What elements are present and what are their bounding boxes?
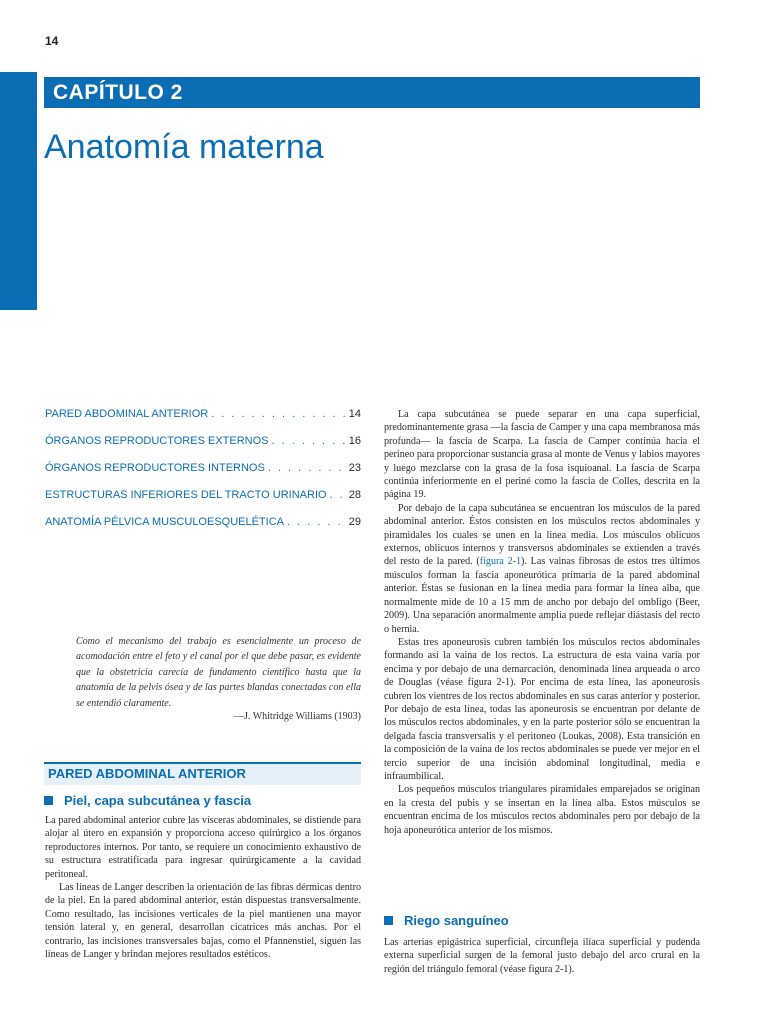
subsection-heading-blood [384, 913, 509, 928]
toc-entry[interactable] [45, 435, 361, 462]
toc-leader-dots [272, 435, 346, 447]
toc-leader-dots [211, 408, 346, 420]
chapter-title: Anatomía materna [44, 128, 324, 166]
toc-entry-page: 14 [348, 408, 361, 420]
epigraph-quote: Como el mecanismo del trabajo es esencialmente un proceso de acomodación entre el feto y el canal por el que debe pasar, es evidente que la obstetricia carecía de fundamento científico hasta que la anatomía de la pelvis ósea y de las partes blandas conectadas con ella se entendió claramente. [76, 636, 361, 709]
square-bullet-icon [384, 916, 393, 925]
subsection-heading-skin [44, 793, 251, 808]
right-column-body-lower [384, 936, 700, 976]
chapter-contents [45, 408, 361, 543]
toc-entry[interactable] [45, 408, 361, 435]
chapter-side-tab [0, 72, 37, 310]
toc-entry-title: ANATOMÍA PÉLVICA MUSCULOESQUELÉTICA [45, 516, 285, 528]
body-paragraph [384, 502, 700, 636]
body-paragraph: La capa subcutánea se puede separar en una capa superficial, predominantemente grasa —la fascia de Camper y una capa membranosa más profunda— la fascia de Scarpa. La fascia de Camper continúa hacia el perineo para proporcionar sustancia grasa al monte de Venus y labios mayores y luego mezclarse con la grasa de la fosa isquioanal. La fascia de Scarpa continúa inferiormente en el periné como la fascia de Colles, descrita en la página 19. [384, 409, 700, 501]
toc-entry-page: 29 [348, 516, 361, 528]
section-heading-text: PARED ABDOMINAL ANTERIOR [48, 766, 246, 781]
body-paragraph: Las arterias epigástrica superficial, circunfleja ilíaca superficial y pudenda externa superficial surgen de la femoral justo debajo del arco crural en la región del triángulo femoral (véase figura 2-1). [384, 937, 700, 975]
toc-entry[interactable] [45, 516, 361, 543]
toc-entry[interactable] [45, 462, 361, 489]
body-paragraph: Las líneas de Langer describen la orientación de las fibras dérmicas dentro de la piel. En la pared abdominal anterior, están dispuestas transversalmente. Como resultado, las incisiones verticales de la piel mantienen una mayor tensión lateral y, en general, desarrollan cicatrices más anchas. Por el contrario, las incisiones transversales bajas, como el Pfannenstiel, siguen las líneas de Langer y brindan mejores resultados estéticos. [45, 882, 361, 961]
left-column-body [45, 814, 361, 961]
toc-entry-title: ÓRGANOS REPRODUCTORES INTERNOS [45, 462, 265, 474]
right-column-body [384, 408, 700, 837]
toc-entry-title: ÓRGANOS REPRODUCTORES EXTERNOS [45, 435, 269, 447]
body-paragraph: Los pequeños músculos triangulares piramidales emparejados se originan en la cresta del pubis y se insertan en la línea alba. Estos músculos se encuentran encima de los músculos rectos abdominales pero por debajo de la hoja aponeurótica anterior de los mismos. [384, 784, 700, 836]
subsection-heading-text: Riego sanguíneo [404, 913, 509, 928]
body-paragraph: Estas tres aponeurosis cubren también los músculos rectos abdominales formando así la vaina de los rectos. La estructura de esta vaina varía por encima y por debajo de una demarcación, denominada línea arqueada o arco de Douglas (véase figura 2-1). Por encima de esta línea, las aponeurosis cubren los vientres de los rectos abdominales en sus caras anterior y posterior. Por debajo de esta línea, todas las aponeurosis se encuentran por delante de los músculos rectos abdominales, y en la parte posterior sólo se encuentran la delgada fascia transversalis y el peritoneo (Loukas, 2008). Esta transición en la composición de la vaina de los rectos abdominales se puede ver mejor en el tercio superior de una incisión abdominal longitudinal, media e infraumbilical. [384, 636, 700, 782]
chapter-label: CAPÍTULO 2 [53, 81, 183, 104]
body-text: Por debajo de la capa subcutánea se encuentran los músculos de la pared abdominal anterior. Éstos consisten en los músculos rectos abdominales y piramidales los cuales se unen en la línea media. Los músculos oblicuos externos, oblicuos internos y transversos abdominales se extienden a través del resto de la pared. ( [384, 502, 700, 568]
body-paragraph: La pared abdominal anterior cubre las vísceras abdominales, se distiende para alojar al útero en expansión y proporciona acceso quirúrgico a los órganos reproductores internos. Por tanto, se requiere un conocimiento exhaustivo de su estructura estratificada para ingresar quirúrgicamente a la cavidad peritoneal. [45, 815, 361, 880]
square-bullet-icon [44, 796, 53, 805]
toc-entry-page: 16 [348, 435, 361, 447]
body-text: ). Las vainas fibrosas de estos tres últimos músculos forman la fascia aponeurótica primaria de la pared abdominal anterior. Éstas se fusionan en la línea media para formar la línea alba, que normalmente mide de 10 a 15 mm de ancho por debajo del ombligo (Beer, 2009). Una separación anormalmente amplia puede reflejar diástasis del recto o hernia. [384, 556, 700, 635]
epigraph-attribution: —J. Whitridge Williams (1903) [234, 711, 361, 722]
toc-entry-title: ESTRUCTURAS INFERIORES DEL TRACTO URINARIO [45, 489, 327, 501]
toc-leader-dots [330, 489, 346, 501]
toc-entry-title: PARED ABDOMINAL ANTERIOR [45, 408, 209, 420]
figure-link[interactable]: figura 2-1 [479, 556, 522, 568]
toc-leader-dots [287, 516, 346, 528]
toc-entry[interactable] [45, 489, 361, 516]
section-heading [44, 762, 361, 785]
chapter-banner [44, 77, 700, 108]
page-number: 14 [45, 34, 59, 48]
toc-entry-page: 28 [348, 489, 361, 501]
toc-entry-page: 23 [348, 462, 361, 474]
toc-leader-dots [268, 462, 346, 474]
subsection-heading-text: Piel, capa subcutánea y fascia [64, 793, 252, 808]
